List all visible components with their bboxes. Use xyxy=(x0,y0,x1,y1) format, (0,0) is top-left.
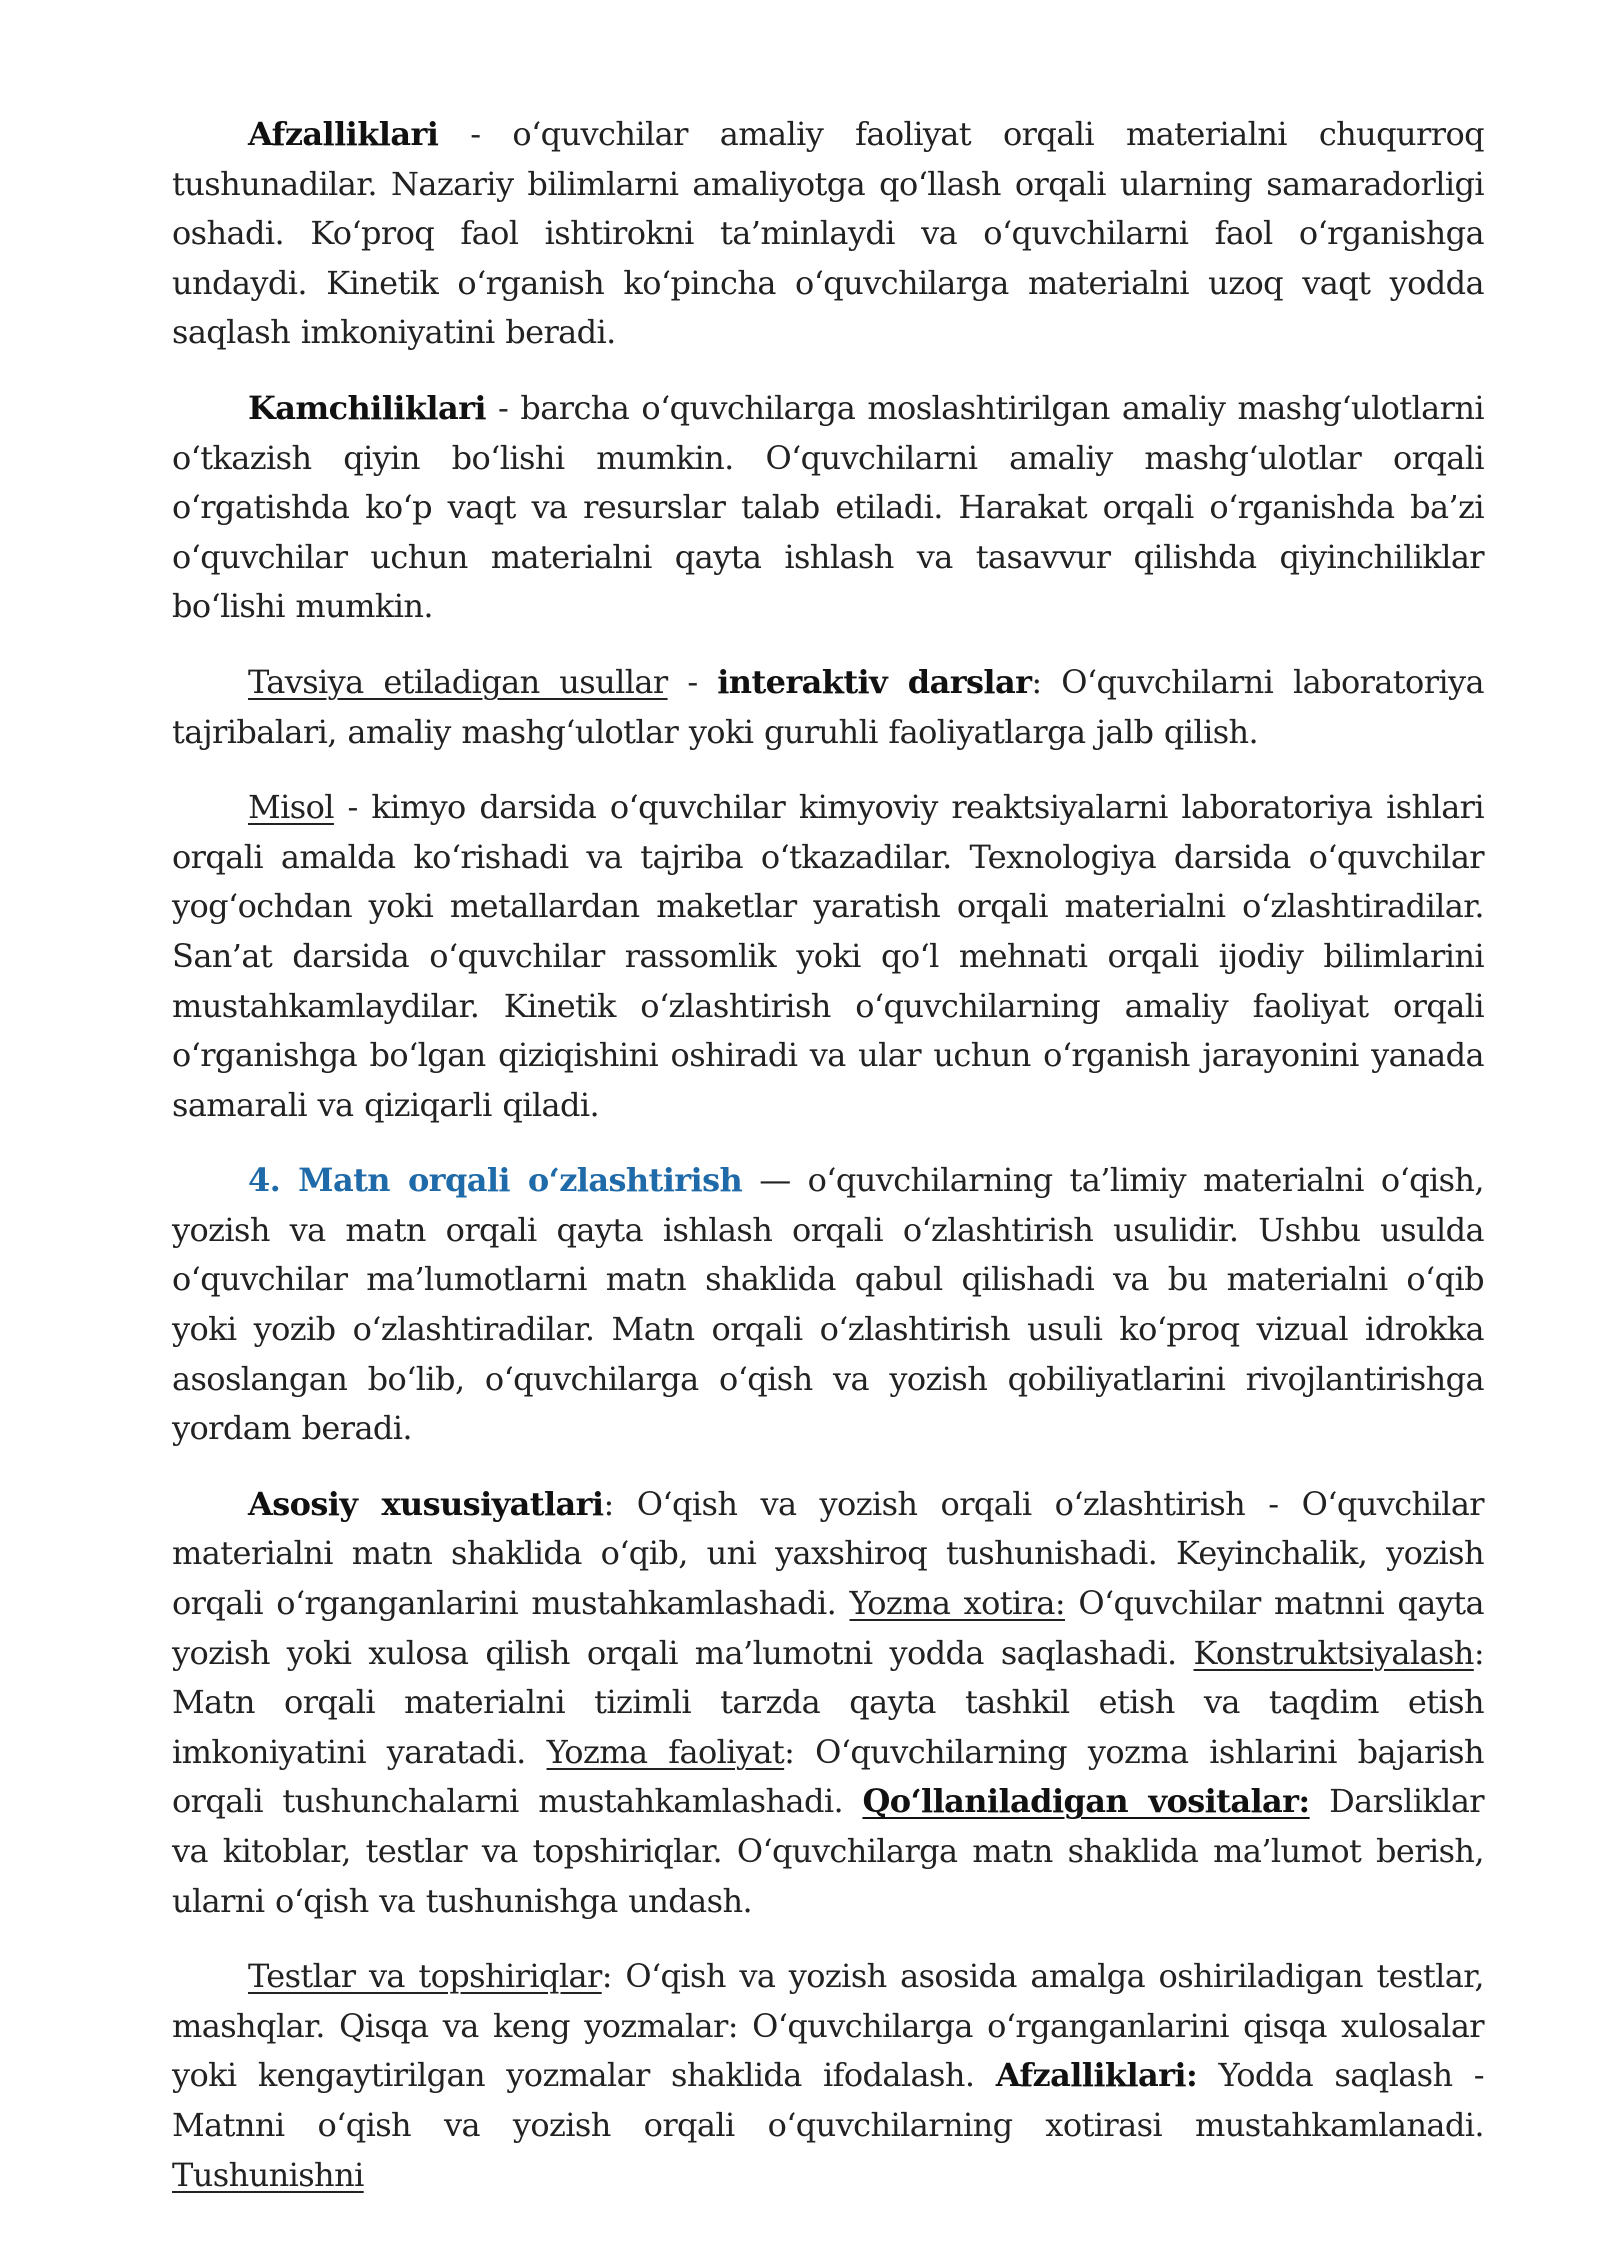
paragraph-text: Yodda saqlash - Matnni oʻqish va yozish orqali oʻquvchilarning xotirasi mustahkamlanadi. xyxy=(172,2056,1484,2144)
paragraph-recommended-methods xyxy=(172,658,1484,757)
paragraph-tests-tasks xyxy=(172,1952,1484,2200)
paragraph-text: — oʻquvchilarning ta’limiy materialni oʻqish, yozish va matn orqali qayta ishlash orqali oʻzlashtirish usulidir. Ushbu usulda oʻquvchilar ma’lumotlarni matn shaklida qabul qilishadi va bu materialni oʻqib yoki yozib oʻzlashtiradilar. Matn orqali oʻzlashtirish usuli koʻproq vizual idrokka asoslangan boʻlib, oʻquvchilarga oʻqish va yozish qobiliyatlarini rivojlantirishga yordam beradi. xyxy=(172,1161,1485,1448)
term-written-memory: Yozma xotira: xyxy=(849,1584,1066,1623)
term-tests-tasks: Testlar va topshiriqlar xyxy=(248,1957,602,1996)
term-advantages: Afzalliklari xyxy=(248,115,439,153)
term-interactive-lessons: interaktiv darslar xyxy=(717,662,1032,701)
term-example: Misol xyxy=(248,788,334,827)
paragraph-text: - barcha oʻquvchilarga moslashtirilgan amaliy mashgʻulotlarni oʻtkazish qiyin boʻlishi mumkin. Oʻquvchilarni amaliy mashgʻulotlar orqali oʻrgatishda koʻp vaqt va resurslar talab etiladi. Harakat orqali oʻrganishda ba’zi oʻquvchilar uchun materialni qayta ishlash va tasavvur qilishda qiyinchiliklar boʻlishi mumkin. xyxy=(172,388,1484,626)
term-written-activity: Yozma faoliyat xyxy=(546,1732,785,1771)
paragraph-text: Oʻquvchilar matnni qayta yozish yoki xulosa qilish orqali ma’lumotni yodda saqlashadi. xyxy=(172,1584,1484,1672)
paragraph-text: : Oʻquvchilarning yozma ishlarini bajarish orqali tushunchalarni mustahkamlashadi. xyxy=(172,1732,1484,1821)
paragraph-text: : Oʻquvchilarni laboratoriya tajribalari, amaliy mashgʻulotlar yoki guruhli faoliyatlarga jalb qilish. xyxy=(172,662,1485,751)
term-disadvantages: Kamchiliklari xyxy=(248,388,486,427)
paragraph-text: - oʻquvchilar amaliy faoliyat orqali materialni chuqurroq tushunadilar. Nazariy bilimlarni amaliyotga qoʻllash orqali ularning samaradorligi oshadi. Koʻproq faol ishtirokni ta’minlaydi va oʻquvchilarni faol oʻrganishga undaydi. Kinetik oʻrganish koʻpincha oʻquvchilarga materialni uzoq vaqt yodda saqlash imkoniyatini beradi. xyxy=(172,115,1484,352)
paragraph-disadvantages xyxy=(172,384,1484,632)
term-main-features: Asosiy xususiyatlari xyxy=(248,1484,604,1523)
section-heading: 4. Matn orqali oʻzlashtirish xyxy=(248,1161,743,1200)
term-construction: Konstruktsiyalash xyxy=(1193,1633,1474,1672)
paragraph-advantages xyxy=(172,110,1484,358)
paragraph-text: - kimyo darsida oʻquvchilar kimyoviy reaktsiyalarni laboratoriya ishlari orqali amalda koʻrishadi va tajriba oʻtkazadilar. Texnologiya darsida oʻquvchilar yogʻochdan yoki metallardan maketlar yaratish orqali materialni oʻzlashtiradilar. San’at darsida oʻquvchilar rassomlik yoki qoʻl mehnati orqali ijodiy bilimlarini mustahkamlaydilar. Kinetik oʻzlashtirish oʻquvchilarning amaliy faoliyat orqali oʻrganishga boʻlgan qiziqishini oshiradi va ular uchun oʻrganish jarayonini yanada samarali va qiziqarli qiladi. xyxy=(172,788,1484,1124)
paragraph-example xyxy=(172,783,1484,1130)
paragraph-text: : Matn orqali materialni tizimli tarzda qayta tashkil etish va taqdim etish imkoniyatini yaratadi. xyxy=(172,1633,1484,1771)
term-advantages-2: Afzalliklari: xyxy=(995,2056,1198,2095)
paragraph-text: : Oʻqish va yozish orqali oʻzlashtirish - Oʻquvchilar materialni matn shaklida oʻqib, uni yaxshiroq tushunishadi. Keyinchalik, yozish orqali oʻrganganlarini mustahkamlashadi. xyxy=(172,1484,1484,1623)
paragraph-text: Darsliklar va kitoblar, testlar va topshiriqlar. Oʻquvchilarga matn shaklida ma’lumot berish, ularni oʻqish va tushunishga undash. xyxy=(172,1782,1484,1920)
paragraph-text-learning xyxy=(172,1156,1484,1454)
paragraph-text: : Oʻqish va yozish asosida amalga oshiriladigan testlar, mashqlar. Qisqa va keng yozmalar: Oʻquvchilarga oʻrganganlarini qisqa xulosalar yoki kengaytirilgan yozmalar shaklida ifodalash. xyxy=(172,1957,1485,2095)
term-tools-used: Qoʻllaniladigan vositalar: xyxy=(862,1782,1310,1821)
term-recommended-methods: Tavsiya etiladigan usullar xyxy=(248,662,668,701)
separator: - xyxy=(667,662,718,701)
term-understanding: Tushunishni xyxy=(172,2155,364,2194)
document-page xyxy=(172,110,1484,2226)
paragraph-main-features xyxy=(172,1480,1484,1926)
